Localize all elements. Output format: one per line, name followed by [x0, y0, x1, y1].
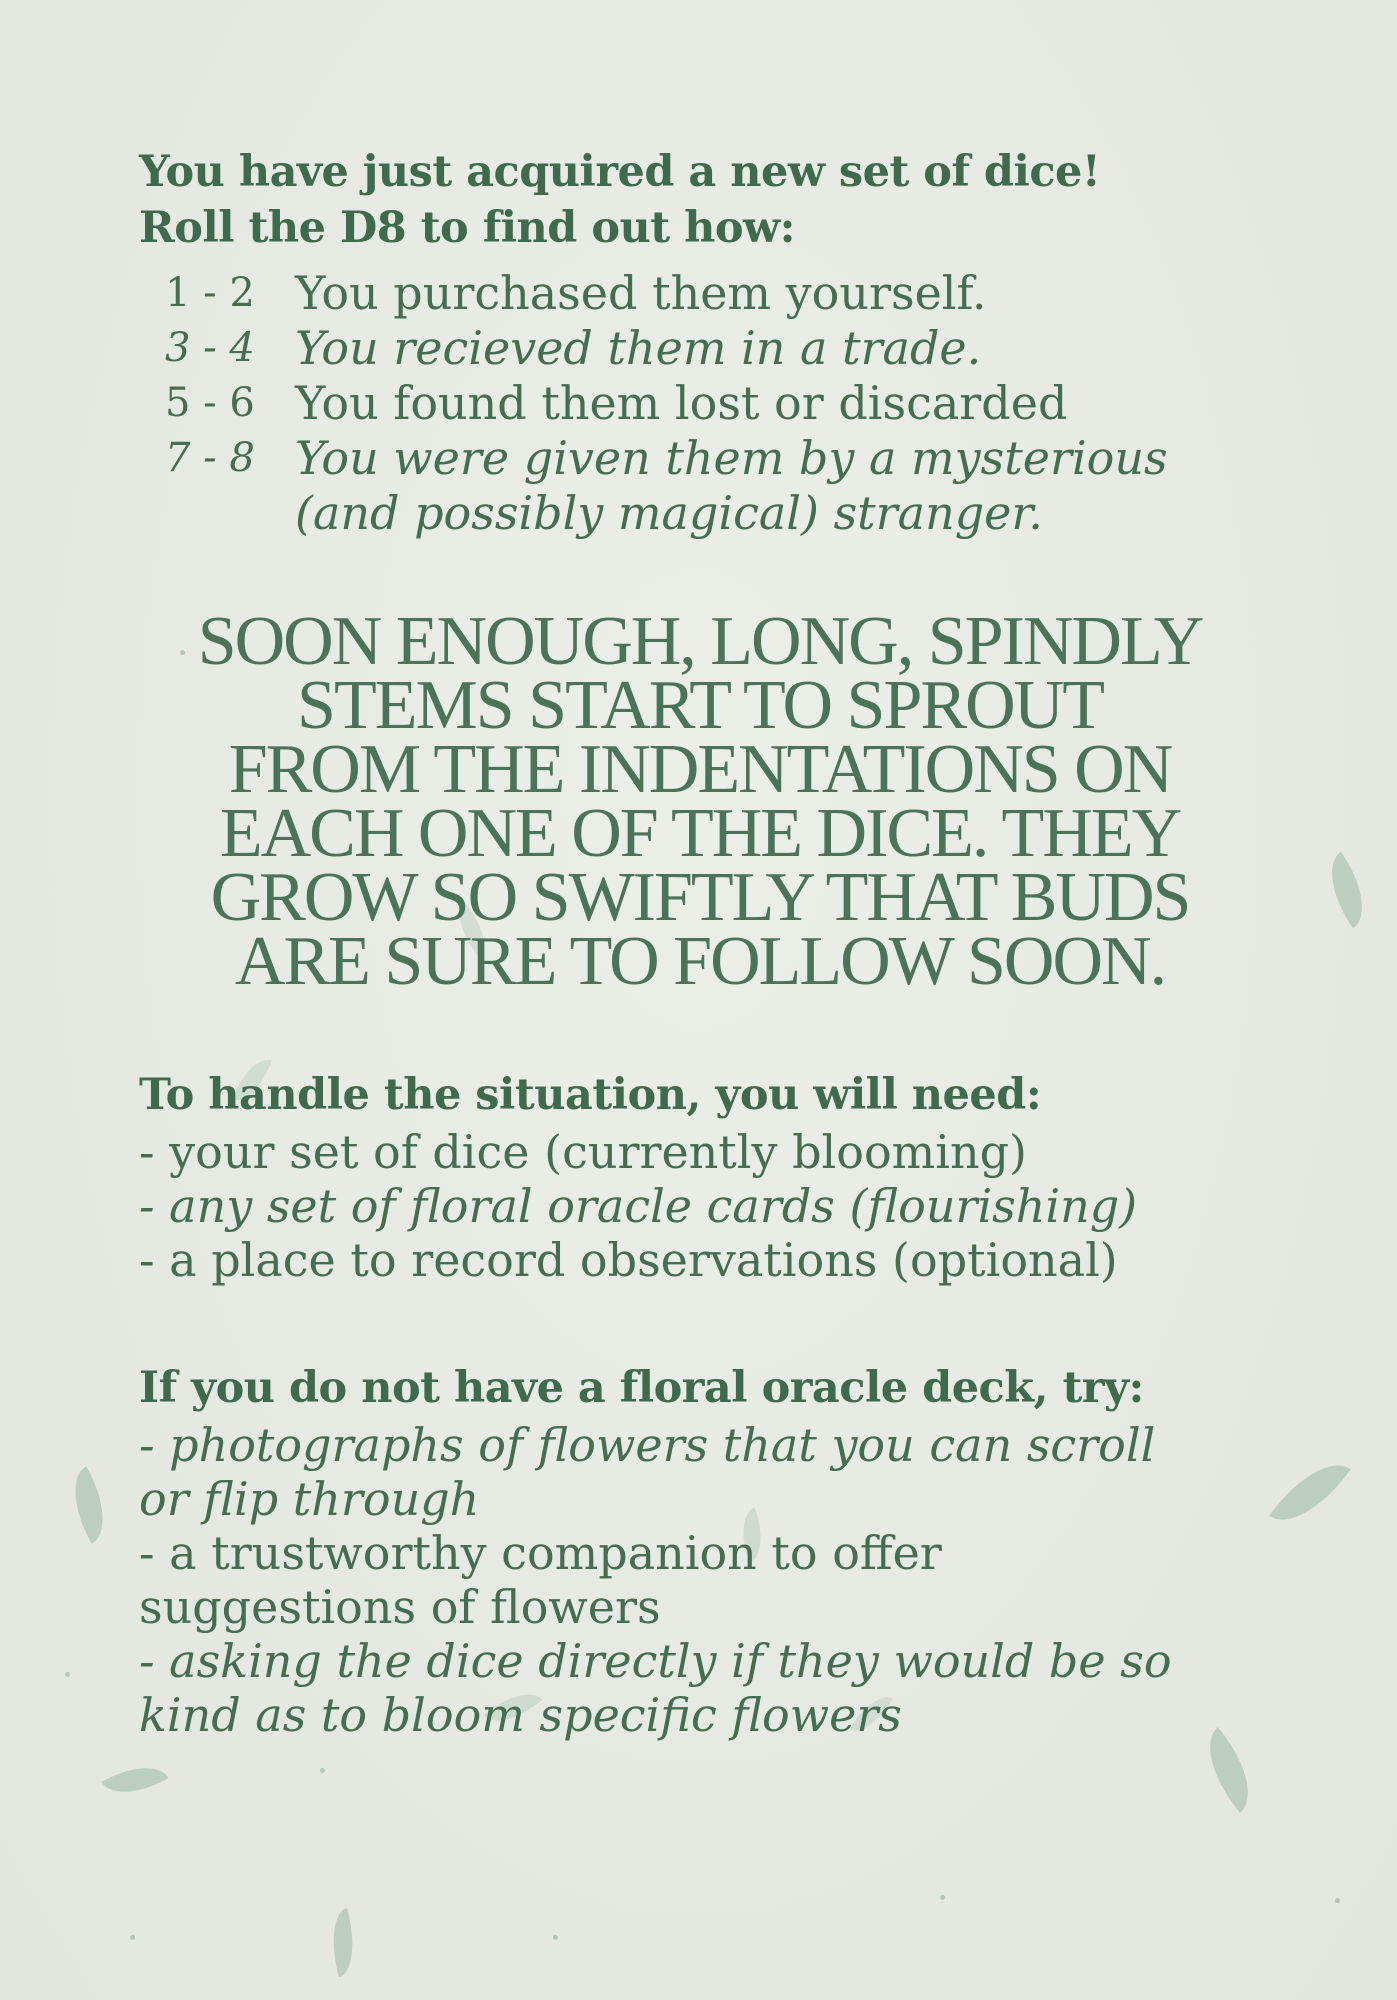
needs-item: - any set of floral oracle cards (flourishing): [139, 1179, 1138, 1233]
roll-result: You were given them by a mysterious: [295, 431, 1168, 485]
needs-heading: To handle the situation, you will need:: [139, 1070, 1042, 1120]
alternative-line: suggestions of flowers: [139, 1580, 661, 1634]
needs-section: [139, 1067, 1279, 1287]
speck-decoration: [940, 1895, 945, 1900]
intro-heading: [139, 144, 1279, 256]
alternatives-heading: If you do not have a floral oracle deck, try:: [139, 1363, 1144, 1413]
roll-row: [165, 376, 1295, 431]
alternative-line: - asking the dice directly if they would be so: [139, 1634, 1172, 1688]
needs-item: - a place to record observations (optional): [139, 1233, 1118, 1287]
leaf-decoration: [57, 1466, 121, 1544]
roll-range: 7 - 8: [165, 435, 255, 481]
leaf-decoration: [322, 1908, 364, 1978]
story-line: FROM THE INDENTATIONS ON: [228, 731, 1172, 808]
roll-range: [165, 486, 295, 541]
intro-heading-line1: You have just acquired a new set of dice!: [139, 147, 1101, 197]
alternative-line: kind as to bloom specific flowers: [139, 1688, 902, 1742]
roll-row: [165, 431, 1295, 486]
leaf-decoration: [1313, 852, 1381, 929]
speck-decoration: [130, 1935, 135, 1940]
leaf-decoration: [1269, 1446, 1351, 1539]
roll-range: 1 - 2: [165, 270, 255, 316]
alternative-line: - a trustworthy companion to offer: [139, 1526, 942, 1580]
roll-row: [165, 266, 1295, 321]
roll-range: 5 - 6: [165, 380, 255, 426]
speck-decoration: [553, 1935, 558, 1940]
story-line: GROW SO SWIFTLY THAT BUDS: [210, 859, 1190, 936]
story-line: EACH ONE OF THE DICE. THEY: [219, 795, 1181, 872]
leaf-decoration: [102, 1752, 169, 1808]
needs-item: - your set of dice (currently blooming): [139, 1125, 1027, 1179]
story-line: ARE SURE TO FOLLOW SOON.: [234, 923, 1166, 1000]
roll-result: You found them lost or discarded: [295, 376, 1068, 430]
roll-result: (and possibly magical) stranger.: [295, 486, 1043, 540]
story-paragraph: [120, 603, 1280, 1000]
story-line: STEMS START TO SPROUT: [297, 667, 1103, 744]
roll-row-continuation: [165, 486, 1295, 541]
alternative-line: or flip through: [139, 1472, 480, 1526]
intro-heading-line2: Roll the D8 to find out how:: [139, 203, 795, 253]
speck-decoration: [1335, 1898, 1340, 1903]
roll-result: You purchased them yourself.: [295, 266, 987, 320]
roll-row: [165, 321, 1295, 376]
roll-range: 3 - 4: [165, 325, 255, 371]
alternative-line: - photographs of flowers that you can scroll: [139, 1418, 1156, 1472]
alternatives-section: [139, 1360, 1279, 1742]
roll-result: You recieved them in a trade.: [295, 321, 982, 375]
roll-table: [165, 266, 1295, 541]
speck-decoration: [65, 1672, 70, 1677]
story-line: SOON ENOUGH, LONG, SPINDLY: [197, 603, 1203, 680]
speck-decoration: [320, 1768, 325, 1773]
